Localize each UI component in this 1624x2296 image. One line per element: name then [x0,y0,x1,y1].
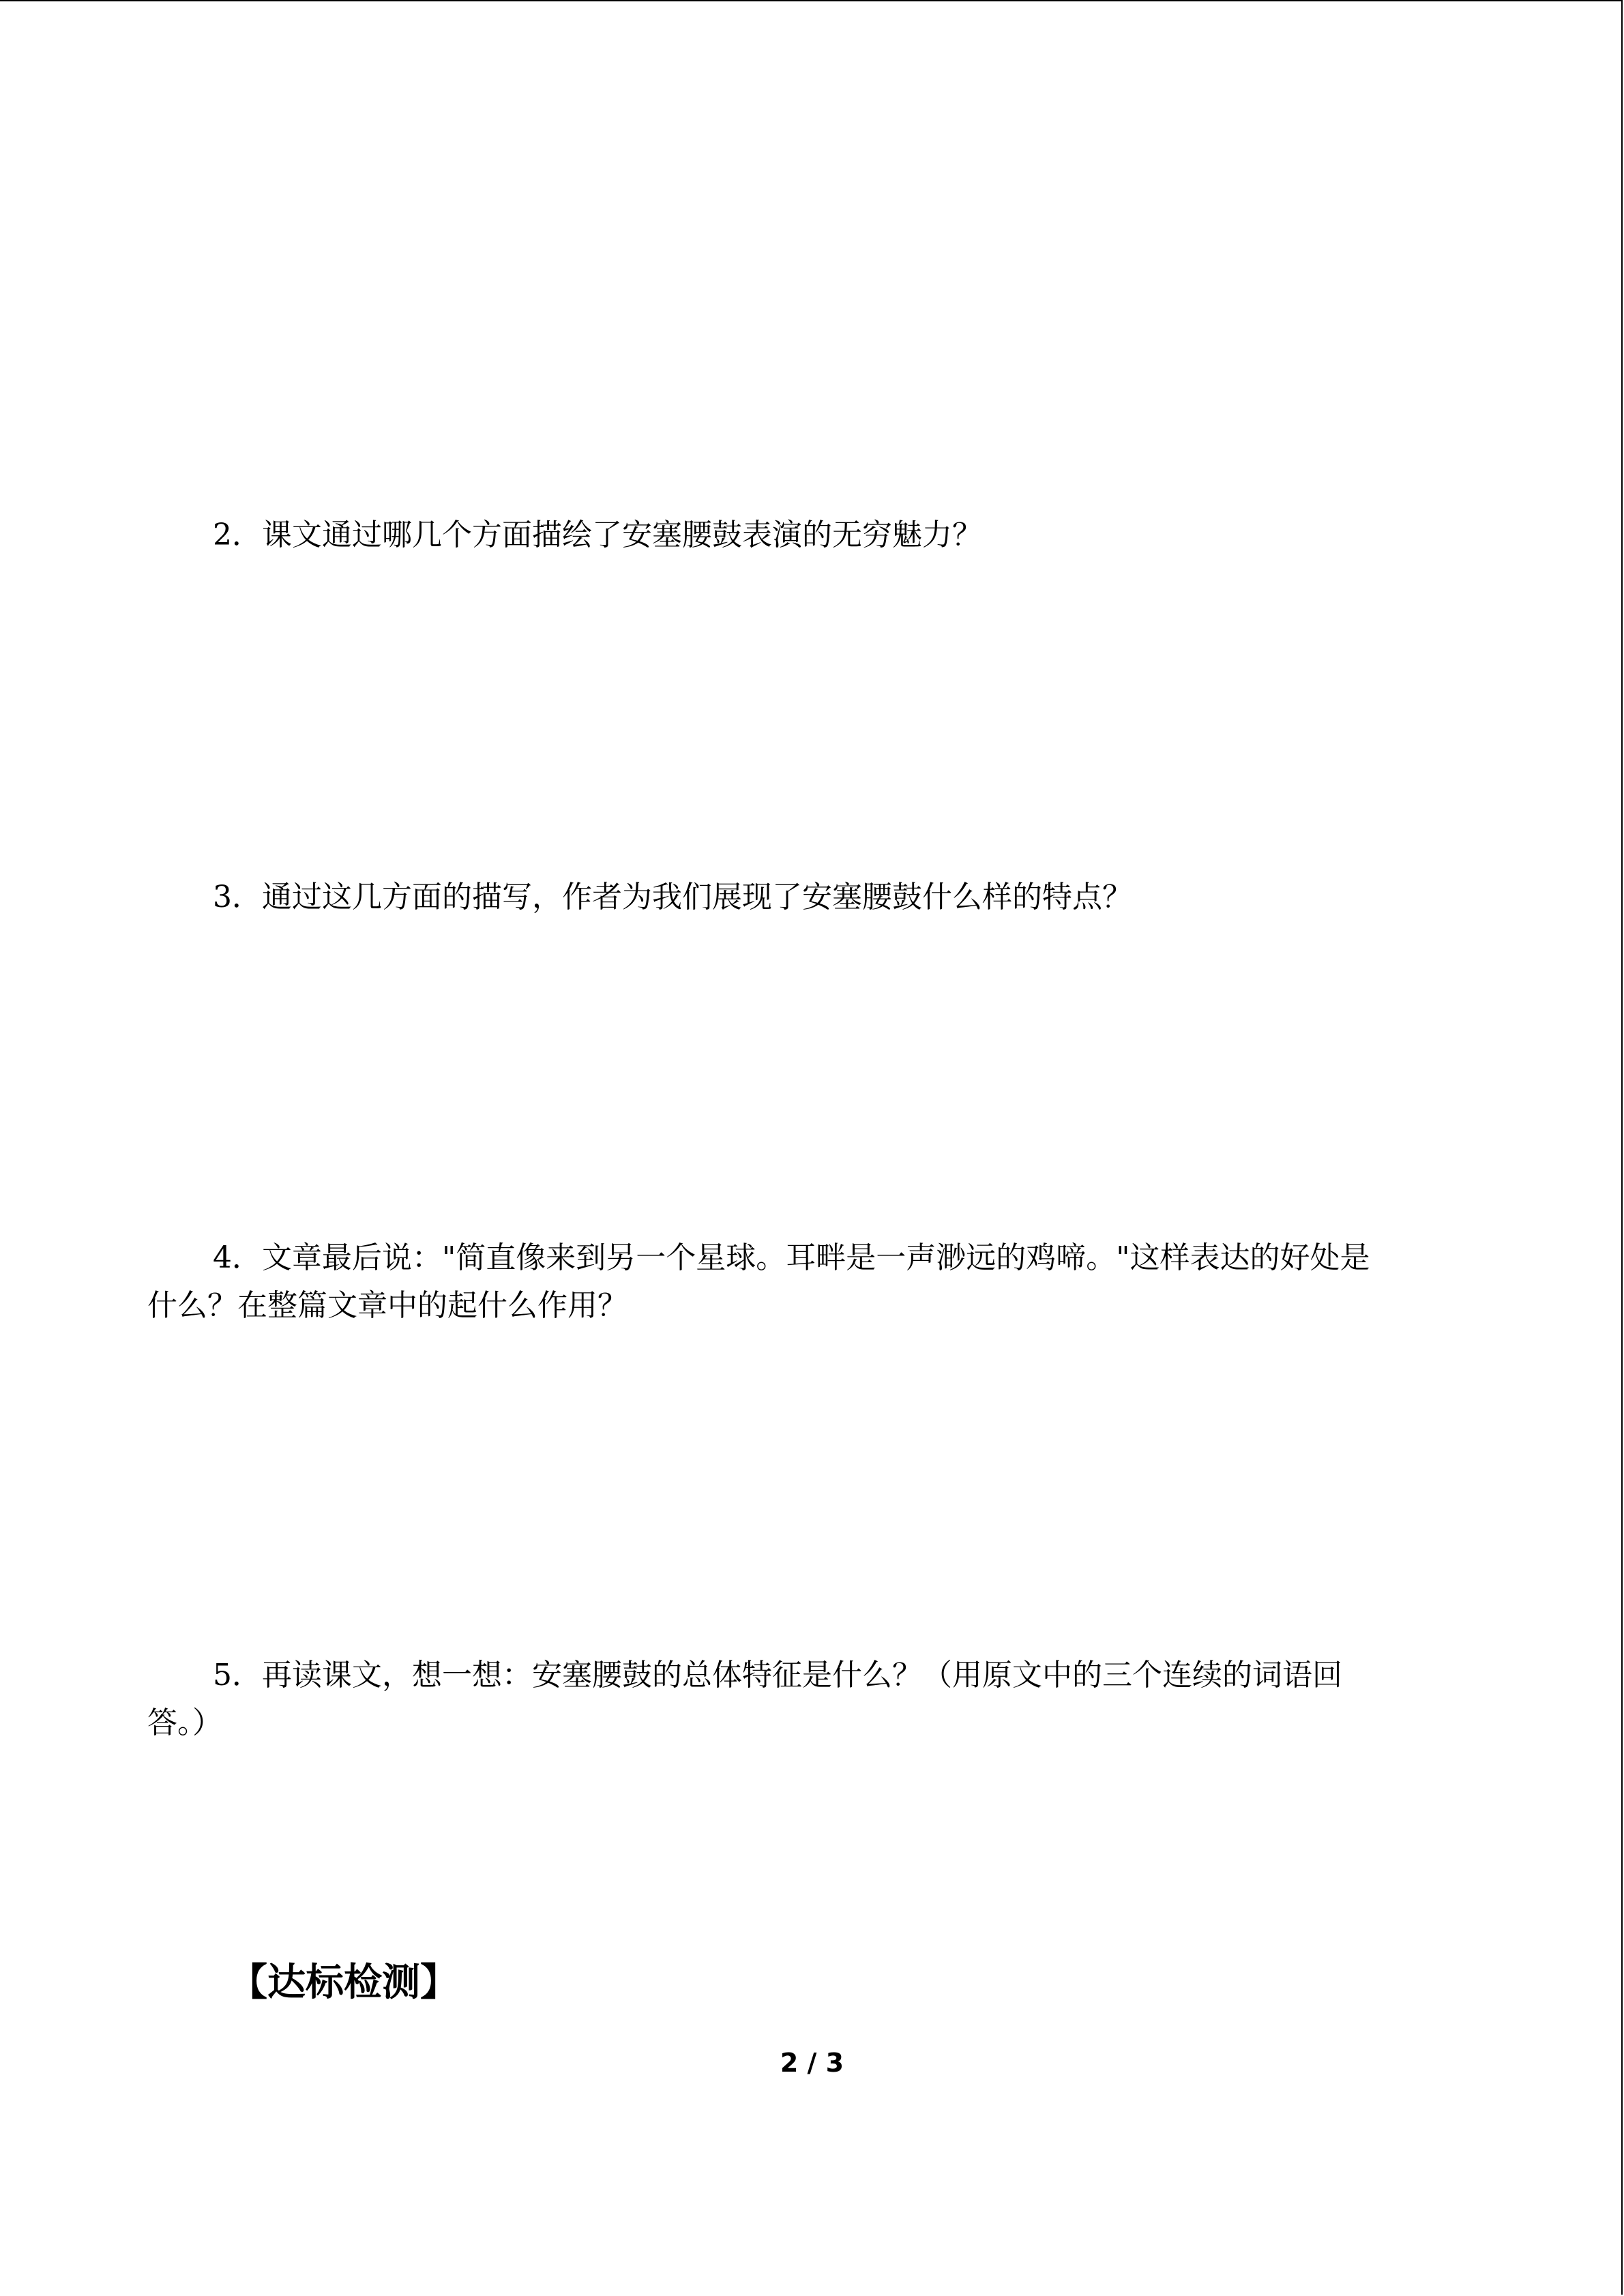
question-4-text-line2: 什么？在整篇文章中的起什么作用？ [147,1288,628,1323]
section-heading: 【达标检测】 [229,1960,458,2005]
question-4 [147,1234,1370,1330]
question-2-text: 2．课文通过哪几个方面描绘了安塞腰鼓表演的无穷魅力？ [213,518,982,552]
question-4-text-line1: 4．文章最后说："简直像来到另一个星球。耳畔是一声渺远的鸡啼。"这样表达的好处是 [213,1240,1370,1275]
question-5-text-line1: 5．再读课文，想一想：安塞腰鼓的总体特征是什么？（用原文中的三个连续的词语回 [213,1658,1342,1693]
question-3 [213,874,1132,921]
page-number: 2 / 3 [780,2048,844,2078]
question-5 [147,1652,1342,1747]
question-2 [213,511,982,559]
question-5-text-line2: 答。） [147,1705,222,1740]
question-3-text: 3．通过这几方面的描写，作者为我们展现了安塞腰鼓什么样的特点？ [213,880,1132,914]
